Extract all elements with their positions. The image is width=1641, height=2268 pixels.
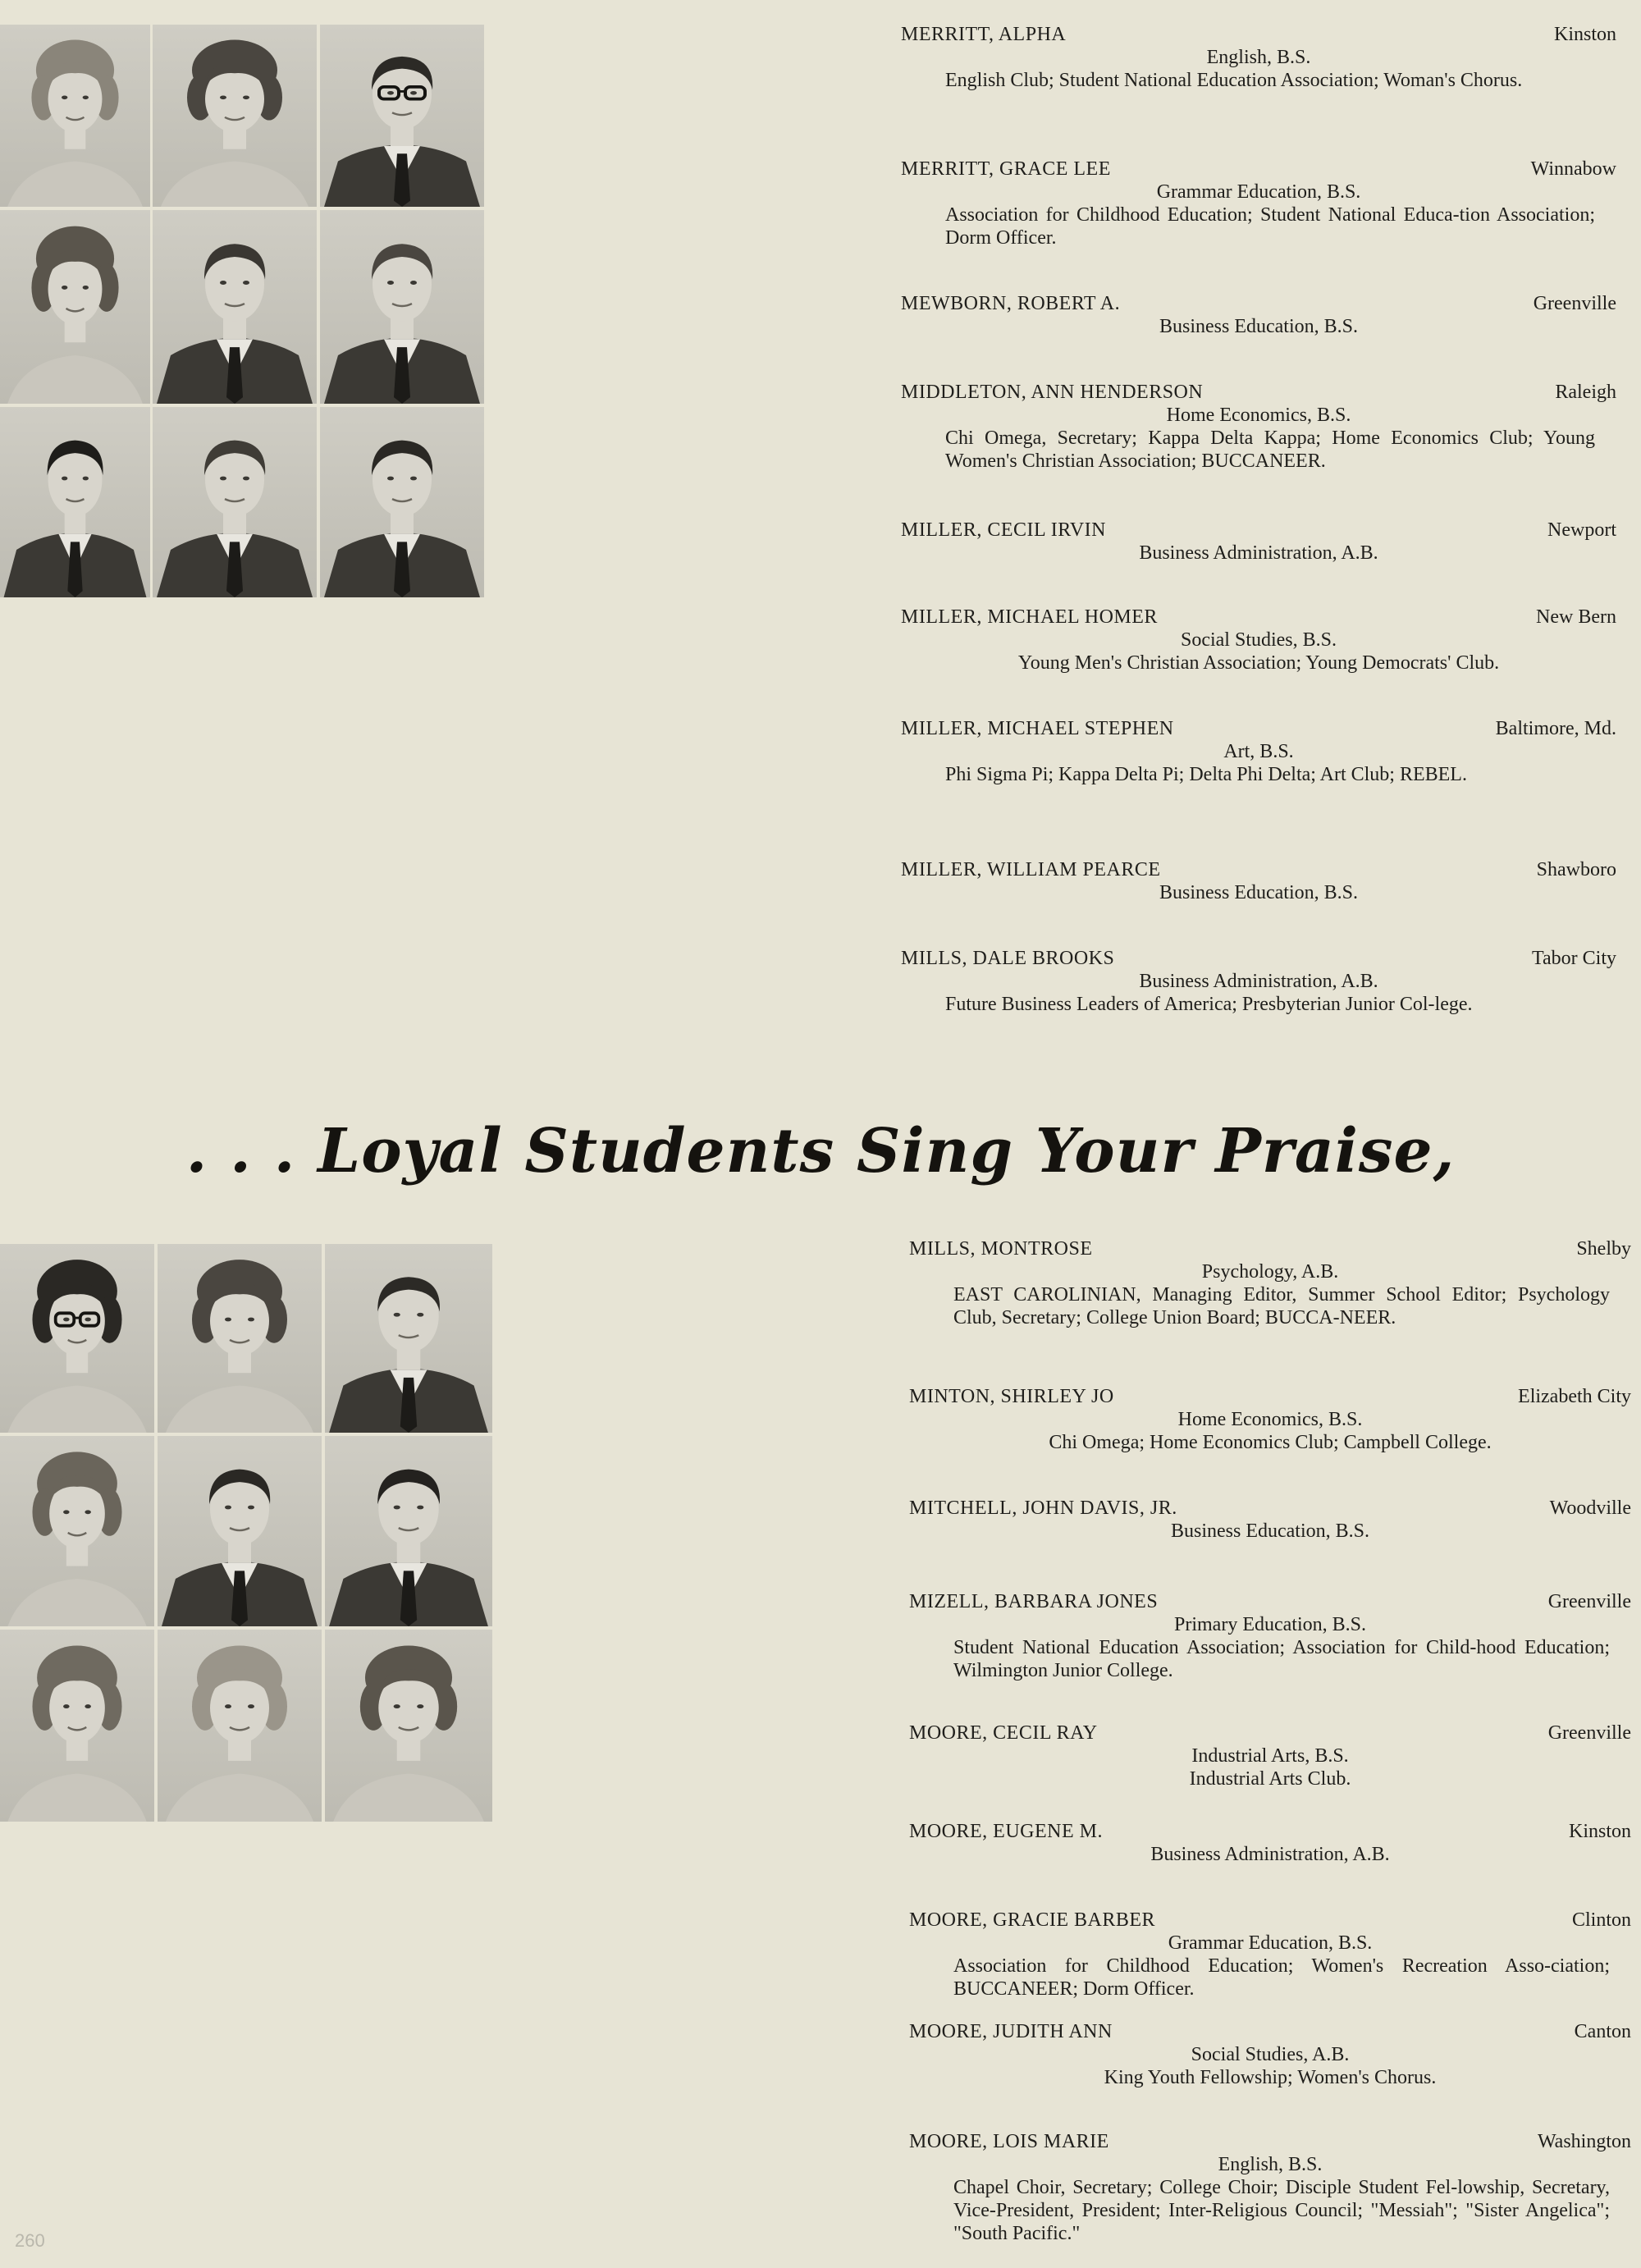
hometown: Winnabow bbox=[1530, 158, 1616, 180]
major-degree: Business Education, B.S. bbox=[1159, 882, 1358, 903]
entry-header bbox=[909, 1385, 1631, 1408]
student-name: MIDDLETON, ANN HENDERSON bbox=[901, 382, 1204, 403]
student-portrait bbox=[158, 1630, 322, 1822]
student-entry bbox=[909, 1237, 1631, 1329]
major-degree: Home Economics, B.S. bbox=[1177, 1409, 1363, 1430]
entry-header bbox=[901, 717, 1616, 740]
hometown: Greenville bbox=[1547, 1591, 1631, 1612]
hometown: Shawboro bbox=[1536, 859, 1616, 880]
student-portrait bbox=[320, 25, 484, 207]
portrait-photo bbox=[153, 210, 317, 404]
activities: EAST CAROLINIAN, Managing Editor, Summer School Editor; Psychology Club, Secretary; College Union Board; BUCCA-NEER. bbox=[953, 1284, 1610, 1328]
student-portrait bbox=[0, 1244, 154, 1433]
activities: Association for Childhood Education; Student National Educa-tion Association; Dorm Officer. bbox=[945, 204, 1595, 249]
portrait-photo bbox=[158, 1244, 322, 1433]
hometown: Elizabeth City bbox=[1518, 1386, 1631, 1407]
major-degree: Industrial Arts, B.S. bbox=[1191, 1745, 1349, 1767]
hometown: Clinton bbox=[1571, 1909, 1631, 1931]
hometown: Washington bbox=[1537, 2131, 1631, 2152]
portrait-grid-bottom bbox=[0, 1244, 868, 2268]
portrait-photo bbox=[0, 1436, 154, 1626]
student-portrait bbox=[153, 407, 317, 597]
entry-header bbox=[901, 23, 1616, 46]
portrait-photo bbox=[325, 1244, 492, 1433]
student-portrait bbox=[0, 25, 150, 207]
portrait-photo bbox=[325, 1630, 492, 1822]
student-entry bbox=[901, 947, 1616, 1016]
entry-header bbox=[909, 1820, 1631, 1843]
student-name: MOORE, LOIS MARIE bbox=[909, 2131, 1109, 2152]
major-degree: Home Economics, B.S. bbox=[1166, 405, 1351, 426]
entry-header bbox=[909, 1590, 1631, 1613]
portrait-grid-top bbox=[0, 25, 853, 1049]
student-entry bbox=[901, 858, 1616, 904]
student-name: MINTON, SHIRLEY JO bbox=[909, 1386, 1114, 1407]
student-entry bbox=[901, 606, 1616, 674]
hometown: Kinston bbox=[1553, 24, 1616, 45]
activities: English Club; Student National Education Association; Woman's Chorus. bbox=[945, 70, 1523, 91]
student-portrait bbox=[325, 1436, 492, 1626]
hometown: Woodville bbox=[1549, 1498, 1631, 1519]
hometown: Tabor City bbox=[1532, 948, 1616, 969]
hometown: Baltimore, Md. bbox=[1495, 718, 1616, 739]
major-degree: Grammar Education, B.S. bbox=[1156, 181, 1361, 203]
major-degree: Psychology, A.B. bbox=[1201, 1261, 1339, 1283]
student-name: MEWBORN, ROBERT A. bbox=[901, 293, 1121, 314]
student-entry bbox=[909, 1497, 1631, 1543]
major-degree: Social Studies, A.B. bbox=[1191, 2044, 1350, 2065]
student-entry bbox=[909, 1385, 1631, 1454]
hometown: Greenville bbox=[1547, 1722, 1631, 1744]
portrait-photo bbox=[0, 407, 150, 597]
major-degree: Primary Education, B.S. bbox=[1174, 1614, 1366, 1635]
page-number: 260 bbox=[15, 2230, 45, 2251]
student-portrait bbox=[325, 1244, 492, 1433]
student-name: MOORE, JUDITH ANN bbox=[909, 2021, 1113, 2042]
student-entry bbox=[901, 519, 1616, 565]
entry-header bbox=[909, 1237, 1631, 1260]
activities: Student National Education Association; Association for Child-hood Education; Wilmington Junior College. bbox=[953, 1637, 1610, 1681]
student-portrait bbox=[158, 1436, 322, 1626]
major-degree: Business Education, B.S. bbox=[1159, 316, 1358, 337]
student-portrait bbox=[325, 1630, 492, 1822]
student-entry bbox=[901, 717, 1616, 786]
entry-header bbox=[901, 292, 1616, 315]
portrait-photo bbox=[320, 210, 484, 404]
hometown: Shelby bbox=[1576, 1238, 1631, 1260]
student-entry bbox=[909, 2020, 1631, 2089]
portrait-photo bbox=[320, 407, 484, 597]
student-portrait bbox=[0, 1630, 154, 1822]
student-name: MOORE, CECIL RAY bbox=[909, 1722, 1098, 1744]
entry-header bbox=[909, 1722, 1631, 1744]
hometown: Canton bbox=[1574, 2021, 1631, 2042]
student-name: MITCHELL, JOHN DAVIS, JR. bbox=[909, 1498, 1177, 1519]
entry-header bbox=[901, 947, 1616, 970]
portrait-photo bbox=[0, 210, 150, 404]
hometown: Kinston bbox=[1568, 1821, 1631, 1842]
student-name: MOORE, GRACIE BARBER bbox=[909, 1909, 1156, 1931]
student-portrait bbox=[158, 1244, 322, 1433]
major-degree: Business Administration, A.B. bbox=[1139, 971, 1378, 992]
portrait-photo bbox=[0, 25, 150, 207]
entry-header bbox=[909, 1497, 1631, 1520]
hometown: Raleigh bbox=[1555, 382, 1616, 403]
hometown: Greenville bbox=[1533, 293, 1616, 314]
student-name: MILLS, MONTROSE bbox=[909, 1238, 1093, 1260]
student-entry bbox=[909, 1590, 1631, 1682]
hometown: New Bern bbox=[1536, 606, 1616, 628]
student-portrait bbox=[320, 210, 484, 404]
student-entry bbox=[901, 292, 1616, 338]
major-degree: Social Studies, B.S. bbox=[1180, 629, 1337, 651]
student-name: MERRITT, GRACE LEE bbox=[901, 158, 1111, 180]
student-name: MOORE, EUGENE M. bbox=[909, 1821, 1103, 1842]
student-entry bbox=[901, 381, 1616, 473]
portrait-photo bbox=[320, 25, 484, 207]
student-entry bbox=[901, 158, 1616, 249]
portrait-photo bbox=[0, 1630, 154, 1822]
activities: King Youth Fellowship; Women's Chorus. bbox=[1104, 2067, 1437, 2088]
activities: Industrial Arts Club. bbox=[1189, 1768, 1351, 1790]
major-degree: Business Administration, A.B. bbox=[1150, 1844, 1390, 1865]
entry-header bbox=[901, 381, 1616, 404]
portrait-photo bbox=[153, 25, 317, 207]
student-portrait bbox=[0, 1436, 154, 1626]
major-degree: Business Education, B.S. bbox=[1170, 1520, 1369, 1542]
portrait-photo bbox=[158, 1630, 322, 1822]
student-portrait bbox=[320, 407, 484, 597]
major-degree: English, B.S. bbox=[1218, 2154, 1323, 2175]
entry-header bbox=[901, 519, 1616, 542]
activities: Chi Omega; Home Economics Club; Campbell College. bbox=[1049, 1432, 1492, 1453]
student-name: MILLER, WILLIAM PEARCE bbox=[901, 859, 1161, 880]
student-entry bbox=[909, 1909, 1631, 2001]
major-degree: Grammar Education, B.S. bbox=[1168, 1932, 1373, 1954]
student-portrait bbox=[0, 407, 150, 597]
student-name: MERRITT, ALPHA bbox=[901, 24, 1067, 45]
portrait-photo bbox=[158, 1436, 322, 1626]
student-entry bbox=[901, 23, 1616, 92]
student-name: MILLER, CECIL IRVIN bbox=[901, 519, 1106, 541]
student-entry bbox=[909, 2130, 1631, 2245]
portrait-photo bbox=[153, 407, 317, 597]
student-name: MILLS, DALE BROOKS bbox=[901, 948, 1115, 969]
student-portrait bbox=[153, 25, 317, 207]
major-degree: Business Administration, A.B. bbox=[1139, 542, 1378, 564]
hometown: Newport bbox=[1547, 519, 1616, 541]
student-portrait bbox=[153, 210, 317, 404]
entry-header bbox=[909, 2130, 1631, 2153]
entry-header bbox=[901, 606, 1616, 629]
entry-header bbox=[909, 1909, 1631, 1932]
student-name: MILLER, MICHAEL HOMER bbox=[901, 606, 1158, 628]
activities: Future Business Leaders of America; Presbyterian Junior Col-lege. bbox=[945, 994, 1473, 1015]
major-degree: Art, B.S. bbox=[1223, 741, 1294, 762]
major-degree: English, B.S. bbox=[1206, 47, 1311, 68]
student-entry bbox=[909, 1820, 1631, 1866]
student-portrait bbox=[0, 210, 150, 404]
student-entry bbox=[909, 1722, 1631, 1790]
entry-header bbox=[901, 858, 1616, 881]
activities: Association for Childhood Education; Women's Recreation Asso-ciation; BUCCANEER; Dorm Officer. bbox=[953, 1955, 1610, 2000]
entry-header bbox=[909, 2020, 1631, 2043]
entry-header bbox=[901, 158, 1616, 181]
page-headline: . . . Loyal Students Sing Your Praise, bbox=[185, 1116, 1456, 1187]
student-name: MILLER, MICHAEL STEPHEN bbox=[901, 718, 1174, 739]
activities: Chi Omega, Secretary; Kappa Delta Kappa; Home Economics Club; Young Women's Christian Association; BUCCANEER. bbox=[945, 428, 1595, 472]
portrait-photo bbox=[325, 1436, 492, 1626]
student-name: MIZELL, BARBARA JONES bbox=[909, 1591, 1159, 1612]
activities: Chapel Choir, Secretary; College Choir; Disciple Student Fel-lowship, Secretary, Vice-President, President; Inter-Religious Council; "Messiah"; "Sister Angelica"; "South Pacific." bbox=[953, 2177, 1610, 2244]
activities: Young Men's Christian Association; Young Democrats' Club. bbox=[1017, 652, 1500, 674]
portrait-photo bbox=[0, 1244, 154, 1433]
activities: Phi Sigma Pi; Kappa Delta Pi; Delta Phi Delta; Art Club; REBEL. bbox=[945, 764, 1467, 785]
